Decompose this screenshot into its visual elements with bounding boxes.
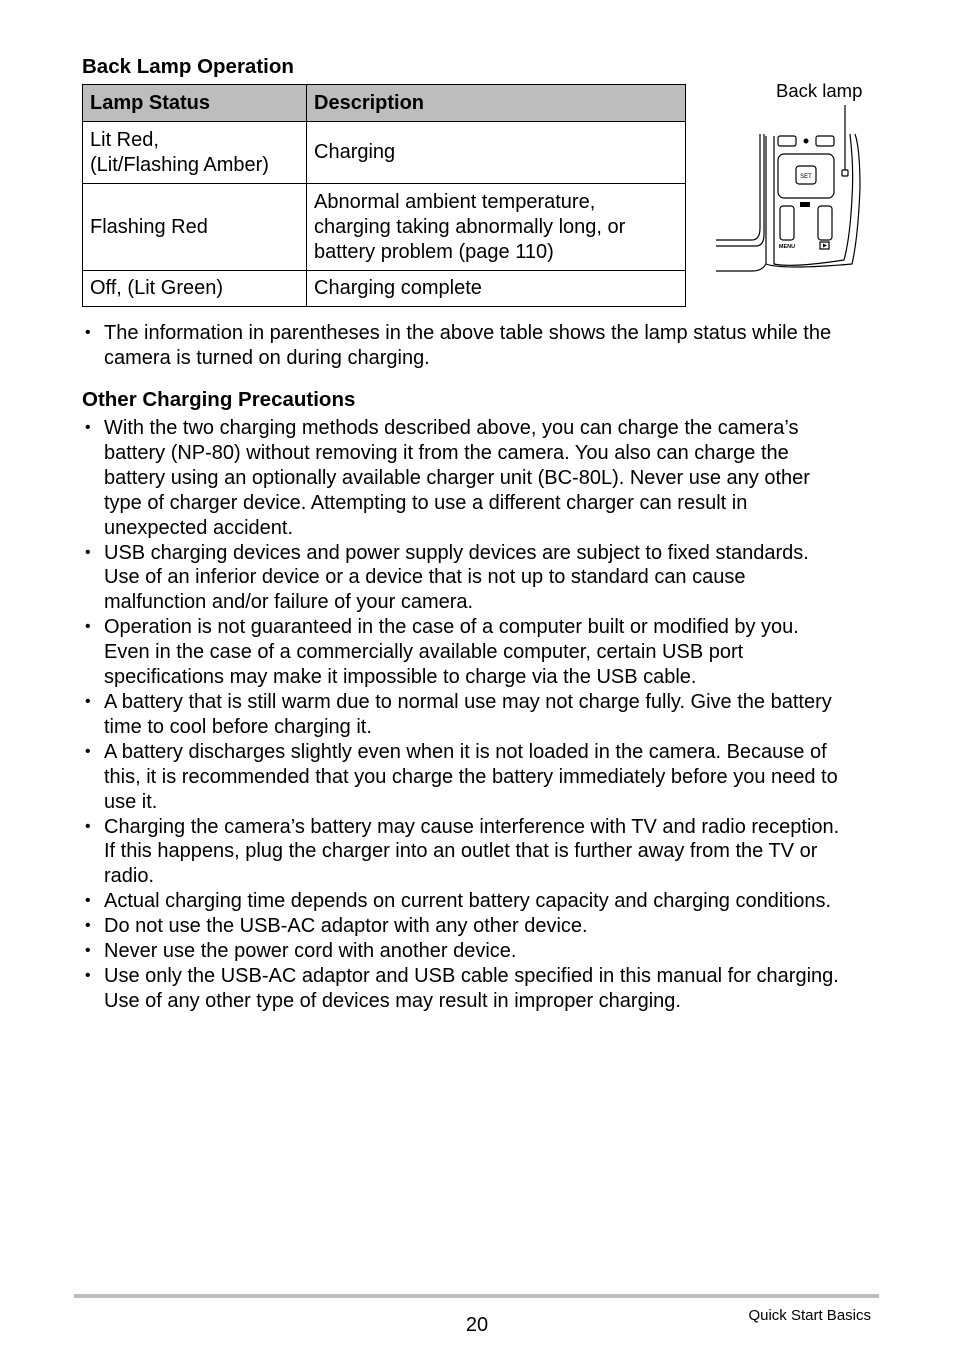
bullet-line: type of charger device. Attempting to use a different charger can result in (104, 491, 748, 514)
bullet-line: specifications may make it impossible to charge via the USB cable. (104, 666, 697, 689)
bullet-line: Use of any other type of devices may result in improper charging. (104, 989, 681, 1012)
bullet-line: Use only the USB-AC adaptor and USB cable specified in this manual for charging. (104, 964, 839, 987)
bullet-line: Actual charging time depends on current battery capacity and charging conditions. (104, 890, 832, 913)
list-item (82, 939, 882, 964)
bullet-line: The information in parentheses in the above table shows the lamp status while the (104, 322, 832, 344)
bullet-line: USB charging devices and power supply devices are subject to fixed standards. (104, 541, 809, 564)
set-button-text: SET (800, 174, 812, 180)
cell-line: (Lit/Flashing Amber) (90, 153, 269, 176)
cell-lamp-status (83, 122, 307, 184)
screen-edge (716, 134, 760, 240)
back-lamp-label: Back lamp (776, 80, 863, 101)
cell-line: battery problem (page 110) (314, 240, 554, 263)
bullet-line: battery (NP-80) without removing it from the camera. You also can charge the (104, 441, 789, 464)
bullet-line: Do not use the USB-AC adaptor with any other device. (104, 915, 588, 938)
bullet-dot: • (85, 892, 91, 910)
bullet-line: camera is turned on during charging. (104, 346, 430, 369)
bullet-line: time to cool before charging it. (104, 715, 372, 738)
bullet-dot: • (85, 618, 91, 636)
bullet-line: use it. (104, 790, 158, 813)
table-row (83, 122, 686, 184)
bullet-line: malfunction and/or failure of your camera. (104, 591, 474, 614)
bullet-line: With the two charging methods described above, you can charge the camera’s (104, 417, 799, 439)
column-header-lamp-status: Lamp Status (83, 85, 307, 122)
bullet-line: Even in the case of a commercially available computer, certain USB port (104, 641, 744, 664)
section-heading-precautions: Other Charging Precautions (82, 388, 356, 411)
list-item (82, 321, 882, 371)
table-row (83, 184, 686, 271)
cell-lamp-status (83, 271, 307, 307)
section-heading-back-lamp: Back Lamp Operation (82, 55, 294, 78)
bullet-dot: • (85, 543, 91, 561)
top-button-right (816, 136, 834, 146)
cell-description (307, 184, 686, 271)
bullet-dot: • (85, 942, 91, 960)
bullet-line: Operation is not guaranteed in the case of a computer built or modified by you. (104, 616, 799, 639)
bullet-line: unexpected accident. (104, 516, 294, 539)
top-button-left (778, 136, 796, 146)
bullet-dot: • (85, 692, 91, 710)
list-item (82, 815, 882, 890)
table-row (83, 271, 686, 307)
precautions-list (82, 416, 882, 1014)
lamp-status-table (82, 84, 686, 307)
list-item (82, 914, 882, 939)
bullet-dot: • (85, 817, 91, 835)
list-item (82, 615, 882, 690)
list-item (82, 690, 882, 740)
cell-line: charging taking abnormally long, or (314, 215, 626, 238)
bullet-dot: • (85, 917, 91, 935)
screen-edge-inner (716, 134, 764, 246)
list-item (82, 964, 882, 1014)
footer-section-name: Quick Start Basics (748, 1307, 871, 1324)
list-item (82, 740, 882, 815)
play-triangle (823, 244, 827, 248)
list-item (82, 541, 882, 616)
cell-line: Charging complete (314, 277, 482, 299)
table-note-list (82, 321, 882, 371)
footer-rule (74, 1294, 879, 1298)
camera-back-illustration (712, 78, 882, 278)
bullet-line: Never use the power cord with another device. (104, 940, 517, 963)
column-header-description: Description (307, 85, 686, 122)
back-lamp-indicator (842, 170, 848, 176)
list-item (82, 889, 882, 914)
bullet-line: Use of an inferior device or a device that is not up to standard can cause (104, 566, 746, 589)
bullet-dot: • (85, 324, 91, 341)
display-icon (800, 202, 810, 207)
bullet-line: A battery that is still warm due to normal use may not charge fully. Give the battery (104, 690, 832, 713)
menu-button (780, 206, 794, 240)
cell-description (307, 122, 686, 184)
bullet-dot: • (85, 966, 91, 984)
cell-line: Lit Red, (90, 128, 159, 151)
bullet-line: Charging the camera’s battery may cause interference with TV and radio reception. (104, 815, 840, 838)
mic-icon (804, 139, 809, 144)
bullet-line: this, it is recommended that you charge the battery immediately before you need to (104, 765, 838, 788)
menu-button-text: MENU (778, 244, 796, 250)
cell-lamp-status (83, 184, 307, 271)
cell-line: Off, (Lit Green) (90, 277, 224, 299)
page-number: 20 (465, 1314, 489, 1336)
bullet-dot: • (85, 419, 91, 436)
play-button (818, 206, 832, 240)
cell-line: Flashing Red (90, 215, 208, 238)
cell-line: Charging (314, 141, 396, 163)
table-header-row (83, 85, 686, 122)
bullet-line: radio. (104, 865, 155, 888)
bullet-line: A battery discharges slightly even when it is not loaded in the camera. Because of (104, 740, 827, 763)
bullet-line: If this happens, plug the charger into an outlet that is further away from the TV or (104, 840, 818, 863)
list-item (82, 416, 882, 541)
bullet-dot: • (85, 742, 91, 760)
cell-description (307, 271, 686, 307)
bullet-line: battery using an optionally available charger unit (BC-80L). Never use any other (104, 466, 810, 489)
cell-line: Abnormal ambient temperature, (314, 190, 596, 213)
